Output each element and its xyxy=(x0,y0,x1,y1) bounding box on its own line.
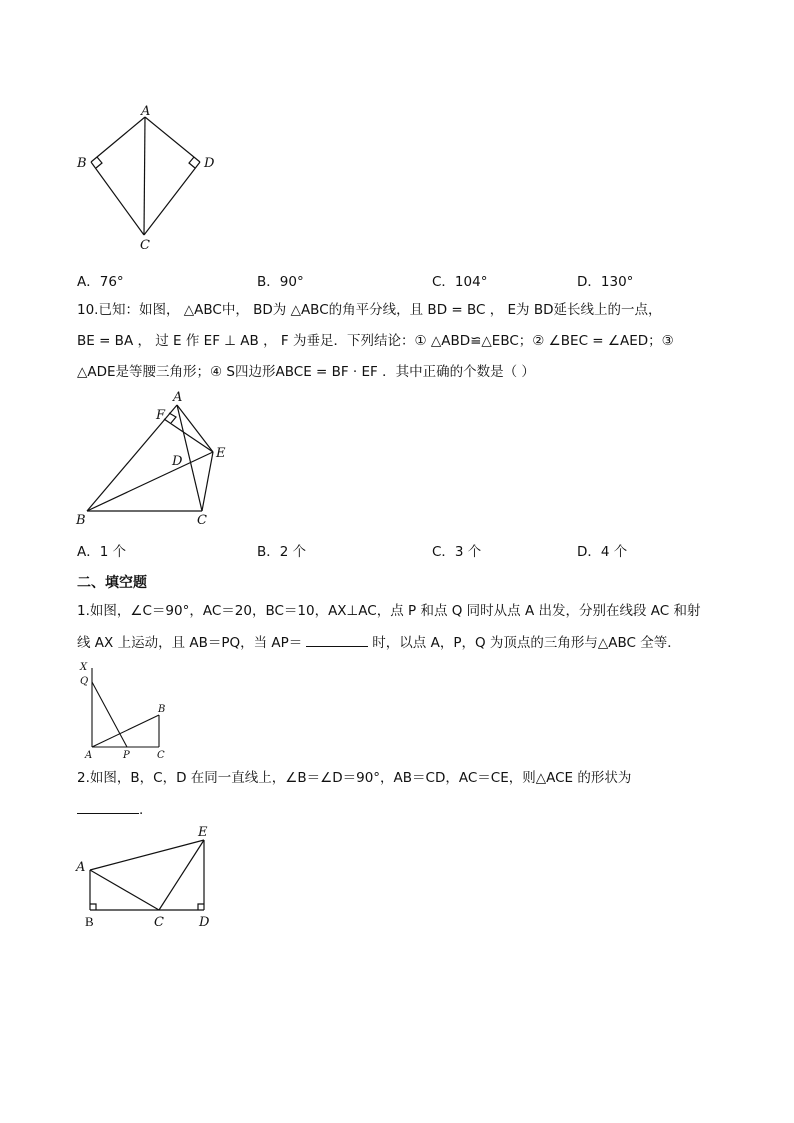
fill-q2-line-1: 2.如图，B，C，D 在同一直线上，∠B＝∠D＝90°，AB＝CD，AC＝CE，则△ACE 的形状为 xyxy=(77,770,632,786)
label-B: B xyxy=(158,704,166,715)
label-D: D xyxy=(199,915,210,930)
label-B: B xyxy=(85,914,94,929)
q9-option-d: D．130° xyxy=(577,274,634,290)
label-C: C xyxy=(157,750,165,761)
figure-fill-q2 xyxy=(72,820,222,935)
label-B: B xyxy=(76,513,86,528)
label-E: E xyxy=(198,825,208,840)
label-B: B xyxy=(77,156,87,171)
figure-q9-kite xyxy=(70,100,230,260)
label-F: F xyxy=(156,408,166,423)
label-P: P xyxy=(123,750,130,761)
q9-option-a: A．76° xyxy=(77,274,124,290)
q10-option-d: D．4 个 xyxy=(577,544,628,560)
fill-q1-line-1: 1.如图，∠C＝90°，AC＝20，BC＝10，AX⊥AC，点 P 和点 Q 同时从点 A 出发，分别在线段 AC 和射 xyxy=(77,603,701,619)
label-A: A xyxy=(85,750,93,761)
label-Q: Q xyxy=(80,676,89,687)
label-E: E xyxy=(216,446,226,461)
label-X: X xyxy=(80,662,88,673)
label-A: A xyxy=(173,390,183,405)
q10-option-b: B．2 个 xyxy=(257,544,307,560)
fill-q2-line-2 xyxy=(77,799,143,820)
figure-fill-q1 xyxy=(72,658,182,763)
label-C: C xyxy=(140,238,150,253)
q9-option-c: C．104° xyxy=(432,274,488,290)
label-C: C xyxy=(197,513,207,528)
label-C: C xyxy=(154,915,164,930)
q9-option-b: B．90° xyxy=(257,274,304,290)
answer-blank-q2[interactable] xyxy=(77,799,139,814)
q10-option-a: A．1 个 xyxy=(77,544,127,560)
label-A: A xyxy=(141,104,151,119)
fill-q1-line-2-end: 时，以点 A，P，Q 为顶点的三角形与△ABC 全等． xyxy=(372,635,681,651)
label-D: D xyxy=(204,156,215,171)
fill-q2-period: . xyxy=(139,802,144,818)
figure-q10 xyxy=(70,385,240,530)
section-title: 二、填空题 xyxy=(77,575,147,591)
label-A: A xyxy=(76,860,86,875)
fill-q1-line-2 xyxy=(77,632,681,653)
q10-line-2: BE = BA ， 过 E 作 EF ⊥ AB ， F 为垂足．下列结论：① △ABD≌△EBC；② ∠BEC = ∠AED；③ xyxy=(77,333,674,349)
fill-q1-line-2-start: 线 AX 上运动，且 AB＝PQ，当 AP＝ xyxy=(77,635,303,651)
q10-line-1: 10.已知：如图， △ABC中， BD为 △ABC的角平分线，且 BD = BC ， E为 BD延长线上的一点， xyxy=(77,302,662,318)
answer-blank-q1[interactable] xyxy=(306,632,368,647)
q10-line-3: △ADE是等腰三角形；④ S四边形ABCE = BF · EF ．其中正确的个数是（ ） xyxy=(77,364,535,380)
label-D: D xyxy=(172,454,183,469)
q10-option-c: C．3 个 xyxy=(432,544,482,560)
